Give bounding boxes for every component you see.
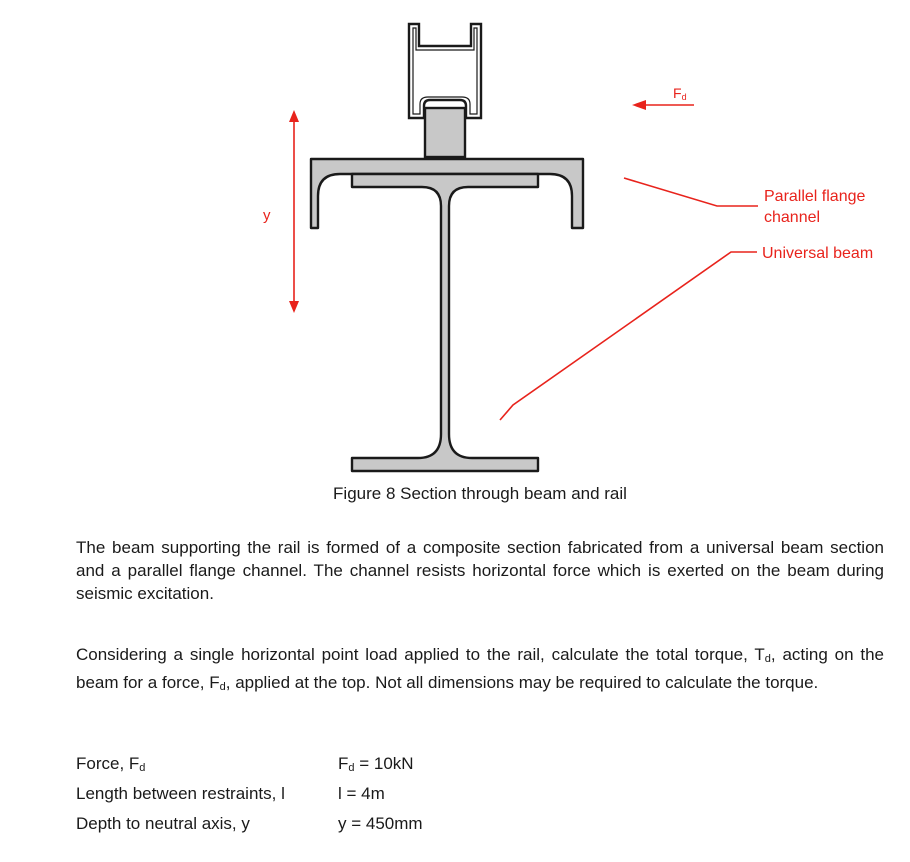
y-label: y (263, 207, 271, 224)
universal-beam (352, 174, 538, 471)
given-label: Depth to neutral axis, y (76, 814, 250, 833)
channel-leader-line (624, 178, 758, 206)
channel-label-line1: Parallel flange (764, 188, 866, 205)
paragraph-2: Considering a single horizontal point load applied to the rail, calculate the total torque, $T_d$, acting on the beam for a force, $F_d$, applied at the top. Not all dimensions may be required to calculate the torque. (76, 645, 884, 693)
force-label: Fd (673, 85, 687, 102)
given-value: y = 450mm (338, 814, 423, 833)
given-row-depth (76, 809, 576, 839)
rail-block (425, 108, 465, 157)
given-row-length (76, 779, 576, 809)
given-value: $F_d = 10kN$ (338, 754, 414, 774)
universal-beam-label: Universal beam (762, 245, 874, 262)
channel-label-line2: channel (764, 209, 821, 226)
paragraph-1: The beam supporting the rail is formed of a composite section fabricated from a universal beam section and a parallel flange channel. The channel resists horizontal force which is exerted on the beam during seismic excitation. (76, 538, 884, 603)
figure-caption: Figure 8 Section through beam and rail (333, 484, 627, 503)
given-label: Length between restraints, l (76, 784, 285, 803)
given-values (76, 749, 576, 839)
y-dimension-arrow (289, 110, 299, 313)
given-value: l = 4m (338, 784, 385, 803)
given-row-force (76, 749, 576, 779)
beam-leader-line (500, 252, 757, 420)
given-label: Force, $F_d$ (76, 754, 146, 774)
